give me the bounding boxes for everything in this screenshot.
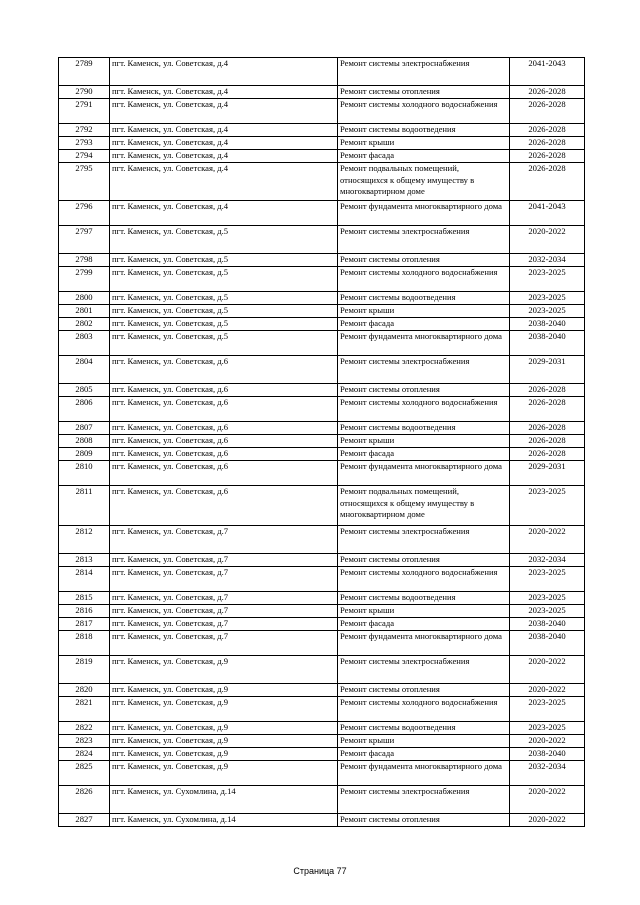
address-cell: пгт. Каменск, ул. Советская, д.9 bbox=[110, 748, 338, 761]
table-row bbox=[59, 58, 585, 86]
period-cell: 2041-2043 bbox=[510, 201, 585, 226]
period-cell: 2023-2025 bbox=[510, 722, 585, 735]
document-page bbox=[58, 57, 584, 827]
period-cell: 2026-2028 bbox=[510, 99, 585, 124]
row-number: 2819 bbox=[59, 656, 110, 684]
address-cell: пгт. Каменск, ул. Советская, д.4 bbox=[110, 137, 338, 150]
work-type-cell: Ремонт системы водоотведения bbox=[338, 722, 510, 735]
period-cell: 2038-2040 bbox=[510, 331, 585, 356]
work-type-cell: Ремонт системы электроснабжения bbox=[338, 356, 510, 384]
work-type-cell: Ремонт подвальных помещений, относящихся к общему имуществу в многоквартирном доме bbox=[338, 486, 510, 526]
period-cell: 2026-2028 bbox=[510, 384, 585, 397]
table-row bbox=[59, 748, 585, 761]
table-row bbox=[59, 684, 585, 697]
period-cell: 2023-2025 bbox=[510, 592, 585, 605]
address-cell: пгт. Каменск, ул. Советская, д.6 bbox=[110, 448, 338, 461]
period-cell: 2041-2043 bbox=[510, 58, 585, 86]
address-cell: пгт. Каменск, ул. Сухомлина, д.14 bbox=[110, 814, 338, 827]
row-number: 2812 bbox=[59, 526, 110, 554]
period-cell: 2026-2028 bbox=[510, 435, 585, 448]
row-number: 2811 bbox=[59, 486, 110, 526]
table-row bbox=[59, 567, 585, 592]
table-body bbox=[59, 58, 585, 827]
work-type-cell: Ремонт системы водоотведения bbox=[338, 124, 510, 137]
row-number: 2810 bbox=[59, 461, 110, 486]
row-number: 2824 bbox=[59, 748, 110, 761]
address-cell: пгт. Каменск, ул. Советская, д.7 bbox=[110, 554, 338, 567]
address-cell: пгт. Каменск, ул. Советская, д.4 bbox=[110, 150, 338, 163]
table-row bbox=[59, 422, 585, 435]
address-cell: пгт. Каменск, ул. Советская, д.7 bbox=[110, 592, 338, 605]
row-number: 2814 bbox=[59, 567, 110, 592]
table-row bbox=[59, 86, 585, 99]
period-cell: 2026-2028 bbox=[510, 397, 585, 422]
address-cell: пгт. Каменск, ул. Советская, д.6 bbox=[110, 461, 338, 486]
address-cell: пгт. Каменск, ул. Советская, д.5 bbox=[110, 254, 338, 267]
row-number: 2796 bbox=[59, 201, 110, 226]
address-cell: пгт. Каменск, ул. Советская, д.4 bbox=[110, 163, 338, 201]
row-number: 2813 bbox=[59, 554, 110, 567]
table-row bbox=[59, 163, 585, 201]
row-number: 2816 bbox=[59, 605, 110, 618]
row-number: 2821 bbox=[59, 697, 110, 722]
work-type-cell: Ремонт крыши bbox=[338, 735, 510, 748]
work-type-cell: Ремонт системы отопления bbox=[338, 814, 510, 827]
row-number: 2822 bbox=[59, 722, 110, 735]
table-row bbox=[59, 592, 585, 605]
work-type-cell: Ремонт системы электроснабжения bbox=[338, 656, 510, 684]
repair-schedule-table bbox=[58, 57, 585, 827]
row-number: 2808 bbox=[59, 435, 110, 448]
row-number: 2793 bbox=[59, 137, 110, 150]
work-type-cell: Ремонт фундамента многоквартирного дома bbox=[338, 331, 510, 356]
work-type-cell: Ремонт системы холодного водоснабжения bbox=[338, 567, 510, 592]
period-cell: 2032-2034 bbox=[510, 254, 585, 267]
address-cell: пгт. Каменск, ул. Советская, д.5 bbox=[110, 292, 338, 305]
period-cell: 2020-2022 bbox=[510, 226, 585, 254]
row-number: 2807 bbox=[59, 422, 110, 435]
row-number: 2791 bbox=[59, 99, 110, 124]
work-type-cell: Ремонт фасада bbox=[338, 618, 510, 631]
address-cell: пгт. Каменск, ул. Советская, д.9 bbox=[110, 761, 338, 786]
work-type-cell: Ремонт системы электроснабжения bbox=[338, 526, 510, 554]
row-number: 2827 bbox=[59, 814, 110, 827]
row-number: 2800 bbox=[59, 292, 110, 305]
row-number: 2820 bbox=[59, 684, 110, 697]
period-cell: 2038-2040 bbox=[510, 618, 585, 631]
row-number: 2817 bbox=[59, 618, 110, 631]
period-cell: 2020-2022 bbox=[510, 656, 585, 684]
table-row bbox=[59, 761, 585, 786]
period-cell: 2023-2025 bbox=[510, 292, 585, 305]
table-row bbox=[59, 124, 585, 137]
row-number: 2799 bbox=[59, 267, 110, 292]
work-type-cell: Ремонт системы отопления bbox=[338, 254, 510, 267]
work-type-cell: Ремонт системы отопления bbox=[338, 554, 510, 567]
address-cell: пгт. Каменск, ул. Советская, д.9 bbox=[110, 697, 338, 722]
row-number: 2825 bbox=[59, 761, 110, 786]
address-cell: пгт. Каменск, ул. Советская, д.5 bbox=[110, 318, 338, 331]
period-cell: 2032-2034 bbox=[510, 554, 585, 567]
address-cell: пгт. Каменск, ул. Советская, д.6 bbox=[110, 422, 338, 435]
table-row bbox=[59, 435, 585, 448]
address-cell: пгт. Каменск, ул. Советская, д.9 bbox=[110, 722, 338, 735]
table-row bbox=[59, 397, 585, 422]
table-row bbox=[59, 226, 585, 254]
period-cell: 2038-2040 bbox=[510, 318, 585, 331]
work-type-cell: Ремонт фасада bbox=[338, 448, 510, 461]
work-type-cell: Ремонт фундамента многоквартирного дома bbox=[338, 461, 510, 486]
address-cell: пгт. Каменск, ул. Советская, д.4 bbox=[110, 201, 338, 226]
period-cell: 2026-2028 bbox=[510, 448, 585, 461]
row-number: 2802 bbox=[59, 318, 110, 331]
row-number: 2798 bbox=[59, 254, 110, 267]
period-cell: 2026-2028 bbox=[510, 422, 585, 435]
address-cell: пгт. Каменск, ул. Советская, д.4 bbox=[110, 58, 338, 86]
work-type-cell: Ремонт системы отопления bbox=[338, 86, 510, 99]
row-number: 2815 bbox=[59, 592, 110, 605]
work-type-cell: Ремонт крыши bbox=[338, 435, 510, 448]
work-type-cell: Ремонт системы холодного водоснабжения bbox=[338, 697, 510, 722]
row-number: 2804 bbox=[59, 356, 110, 384]
period-cell: 2020-2022 bbox=[510, 814, 585, 827]
work-type-cell: Ремонт фасада bbox=[338, 748, 510, 761]
period-cell: 2023-2025 bbox=[510, 605, 585, 618]
page-number: Страница 77 bbox=[293, 866, 347, 876]
table-row bbox=[59, 292, 585, 305]
row-number: 2805 bbox=[59, 384, 110, 397]
period-cell: 2026-2028 bbox=[510, 163, 585, 201]
address-cell: пгт. Каменск, ул. Советская, д.6 bbox=[110, 435, 338, 448]
period-cell: 2023-2025 bbox=[510, 267, 585, 292]
work-type-cell: Ремонт системы водоотведения bbox=[338, 292, 510, 305]
period-cell: 2026-2028 bbox=[510, 137, 585, 150]
table-row bbox=[59, 697, 585, 722]
work-type-cell: Ремонт системы водоотведения bbox=[338, 422, 510, 435]
address-cell: пгт. Каменск, ул. Советская, д.6 bbox=[110, 486, 338, 526]
work-type-cell: Ремонт системы отопления bbox=[338, 384, 510, 397]
address-cell: пгт. Каменск, ул. Советская, д.4 bbox=[110, 99, 338, 124]
work-type-cell: Ремонт фундамента многоквартирного дома bbox=[338, 761, 510, 786]
row-number: 2809 bbox=[59, 448, 110, 461]
period-cell: 2023-2025 bbox=[510, 567, 585, 592]
table-row bbox=[59, 305, 585, 318]
row-number: 2823 bbox=[59, 735, 110, 748]
table-row bbox=[59, 201, 585, 226]
period-cell: 2020-2022 bbox=[510, 735, 585, 748]
work-type-cell: Ремонт системы водоотведения bbox=[338, 592, 510, 605]
table-row bbox=[59, 99, 585, 124]
period-cell: 2029-2031 bbox=[510, 461, 585, 486]
period-cell: 2026-2028 bbox=[510, 124, 585, 137]
work-type-cell: Ремонт фундамента многоквартирного дома bbox=[338, 201, 510, 226]
row-number: 2826 bbox=[59, 786, 110, 814]
table-row bbox=[59, 331, 585, 356]
period-cell: 2026-2028 bbox=[510, 150, 585, 163]
address-cell: пгт. Каменск, ул. Советская, д.9 bbox=[110, 684, 338, 697]
row-number: 2806 bbox=[59, 397, 110, 422]
address-cell: пгт. Каменск, ул. Советская, д.7 bbox=[110, 605, 338, 618]
table-row bbox=[59, 656, 585, 684]
table-row bbox=[59, 267, 585, 292]
period-cell: 2023-2025 bbox=[510, 697, 585, 722]
address-cell: пгт. Каменск, ул. Советская, д.9 bbox=[110, 656, 338, 684]
work-type-cell: Ремонт фасада bbox=[338, 318, 510, 331]
work-type-cell: Ремонт подвальных помещений, относящихся к общему имуществу в многоквартирном доме bbox=[338, 163, 510, 201]
address-cell: пгт. Каменск, ул. Советская, д.5 bbox=[110, 331, 338, 356]
address-cell: пгт. Каменск, ул. Советская, д.4 bbox=[110, 86, 338, 99]
table-row bbox=[59, 254, 585, 267]
row-number: 2789 bbox=[59, 58, 110, 86]
table-row bbox=[59, 384, 585, 397]
work-type-cell: Ремонт системы электроснабжения bbox=[338, 786, 510, 814]
row-number: 2795 bbox=[59, 163, 110, 201]
work-type-cell: Ремонт крыши bbox=[338, 605, 510, 618]
address-cell: пгт. Каменск, ул. Советская, д.5 bbox=[110, 226, 338, 254]
work-type-cell: Ремонт системы электроснабжения bbox=[338, 58, 510, 86]
work-type-cell: Ремонт системы электроснабжения bbox=[338, 226, 510, 254]
work-type-cell: Ремонт системы холодного водоснабжения bbox=[338, 267, 510, 292]
period-cell: 2038-2040 bbox=[510, 631, 585, 656]
address-cell: пгт. Каменск, ул. Советская, д.7 bbox=[110, 567, 338, 592]
table-row bbox=[59, 605, 585, 618]
table-row bbox=[59, 735, 585, 748]
work-type-cell: Ремонт крыши bbox=[338, 137, 510, 150]
address-cell: пгт. Каменск, ул. Советская, д.6 bbox=[110, 397, 338, 422]
address-cell: пгт. Каменск, ул. Советская, д.7 bbox=[110, 618, 338, 631]
table-row bbox=[59, 356, 585, 384]
row-number: 2792 bbox=[59, 124, 110, 137]
table-row bbox=[59, 461, 585, 486]
address-cell: пгт. Каменск, ул. Советская, д.7 bbox=[110, 631, 338, 656]
period-cell: 2020-2022 bbox=[510, 526, 585, 554]
work-type-cell: Ремонт фасада bbox=[338, 150, 510, 163]
table-row bbox=[59, 631, 585, 656]
row-number: 2797 bbox=[59, 226, 110, 254]
table-row bbox=[59, 814, 585, 827]
period-cell: 2020-2022 bbox=[510, 786, 585, 814]
address-cell: пгт. Каменск, ул. Советская, д.5 bbox=[110, 305, 338, 318]
address-cell: пгт. Каменск, ул. Сухомлина, д.14 bbox=[110, 786, 338, 814]
table-row bbox=[59, 137, 585, 150]
period-cell: 2023-2025 bbox=[510, 486, 585, 526]
table-row bbox=[59, 554, 585, 567]
period-cell: 2038-2040 bbox=[510, 748, 585, 761]
period-cell: 2026-2028 bbox=[510, 86, 585, 99]
work-type-cell: Ремонт крыши bbox=[338, 305, 510, 318]
row-number: 2790 bbox=[59, 86, 110, 99]
table-row bbox=[59, 486, 585, 526]
address-cell: пгт. Каменск, ул. Советская, д.4 bbox=[110, 124, 338, 137]
work-type-cell: Ремонт системы холодного водоснабжения bbox=[338, 99, 510, 124]
work-type-cell: Ремонт системы отопления bbox=[338, 684, 510, 697]
work-type-cell: Ремонт фундамента многоквартирного дома bbox=[338, 631, 510, 656]
table-row bbox=[59, 618, 585, 631]
row-number: 2801 bbox=[59, 305, 110, 318]
period-cell: 2023-2025 bbox=[510, 305, 585, 318]
row-number: 2794 bbox=[59, 150, 110, 163]
row-number: 2818 bbox=[59, 631, 110, 656]
address-cell: пгт. Каменск, ул. Советская, д.7 bbox=[110, 526, 338, 554]
table-row bbox=[59, 786, 585, 814]
period-cell: 2020-2022 bbox=[510, 684, 585, 697]
table-row bbox=[59, 526, 585, 554]
period-cell: 2032-2034 bbox=[510, 761, 585, 786]
address-cell: пгт. Каменск, ул. Советская, д.5 bbox=[110, 267, 338, 292]
address-cell: пгт. Каменск, ул. Советская, д.9 bbox=[110, 735, 338, 748]
row-number: 2803 bbox=[59, 331, 110, 356]
table-row bbox=[59, 318, 585, 331]
work-type-cell: Ремонт системы холодного водоснабжения bbox=[338, 397, 510, 422]
table-row bbox=[59, 448, 585, 461]
table-row bbox=[59, 150, 585, 163]
period-cell: 2029-2031 bbox=[510, 356, 585, 384]
address-cell: пгт. Каменск, ул. Советская, д.6 bbox=[110, 384, 338, 397]
table-row bbox=[59, 722, 585, 735]
address-cell: пгт. Каменск, ул. Советская, д.6 bbox=[110, 356, 338, 384]
